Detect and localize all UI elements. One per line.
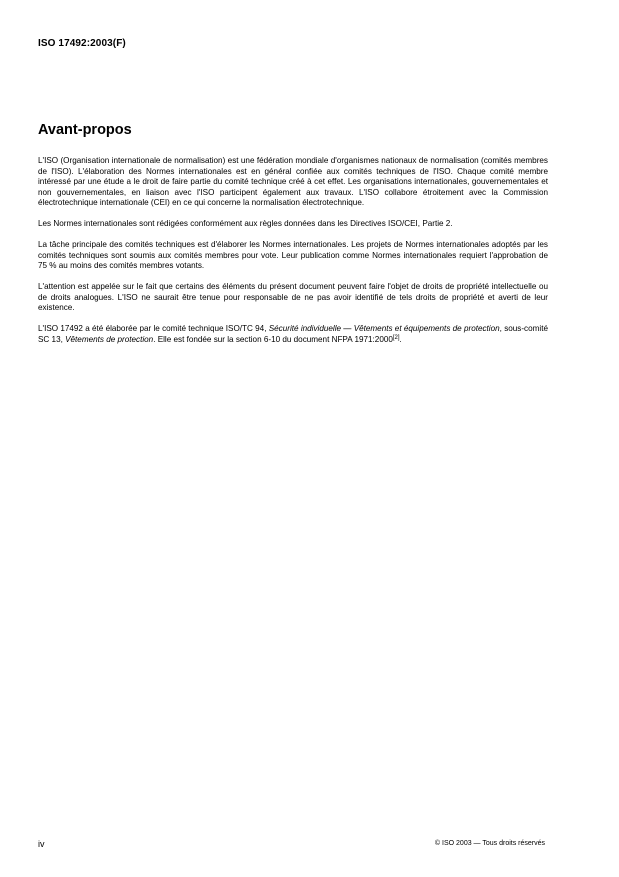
foreword-body (38, 156, 548, 345)
elaboration-text-1: L'ISO 17492 a été élaborée par le comité technique ISO/TC 94, (38, 324, 269, 333)
bibliography-reference: [2] (392, 334, 400, 341)
copyright-notice: © ISO 2003 — Tous droits réservés (434, 840, 545, 847)
document-identifier: ISO 17492:2003(F) (38, 38, 126, 49)
subcommittee-title: Vêtements de protection (65, 334, 154, 344)
page-number: iv (38, 839, 45, 849)
paragraph-organisation: L'ISO (Organisation internationale de normalisation) est une fédération mondiale d'organismes nationaux de normalisation (comités membres de l'ISO). L'élaboration des Normes internationales est en général confiée aux comités techniques de l'ISO. Chaque comité membre intéressé par une étude a le droit de faire partie du comité technique créé à cet effet. Les organisations internationales, gouvernementales et non gouvernementales, en liaison avec l'ISO participent également aux travaux. L'ISO collabore étroitement avec la Commission électrotechnique internationale (CEI) en ce qui concerne la normalisation électrotechnique. (38, 156, 548, 207)
paragraph-patent-rights: L'attention est appelée sur le fait que certains des éléments du présent document peuvent faire l'objet de droits de propriété intellectuelle ou de droits analogues. L'ISO ne saurait être tenue pour responsable de ne pas avoir identifié de tels droits de propriété et averti de leur existence. (38, 282, 548, 312)
committee-title: Sécurité individuelle — Vêtements et équipements de protection (268, 324, 500, 333)
elaboration-text-3: . Elle est fondée sur la section 6-10 du document NFPA 1971:2000 (153, 334, 393, 344)
elaboration-text-2: , sous-comité SC 13, (38, 324, 548, 344)
elaboration-text-4: . (399, 334, 402, 344)
paragraph-directives: Les Normes internationales sont rédigées conformément aux règles données dans les Directives ISO/CEI, Partie 2. (38, 219, 453, 228)
paragraph-elaboration (38, 324, 548, 345)
section-title: Avant-propos (38, 122, 132, 138)
paragraph-technical-committees: La tâche principale des comités techniques est d'élaborer les Normes internationales. Les projets de Normes internationales adoptés par les comités techniques sont soumis aux comités membres pour vote. Leur publication comme Normes internationales requiert l'approbation de 75 % au moins des comités membres votants. (38, 240, 548, 270)
